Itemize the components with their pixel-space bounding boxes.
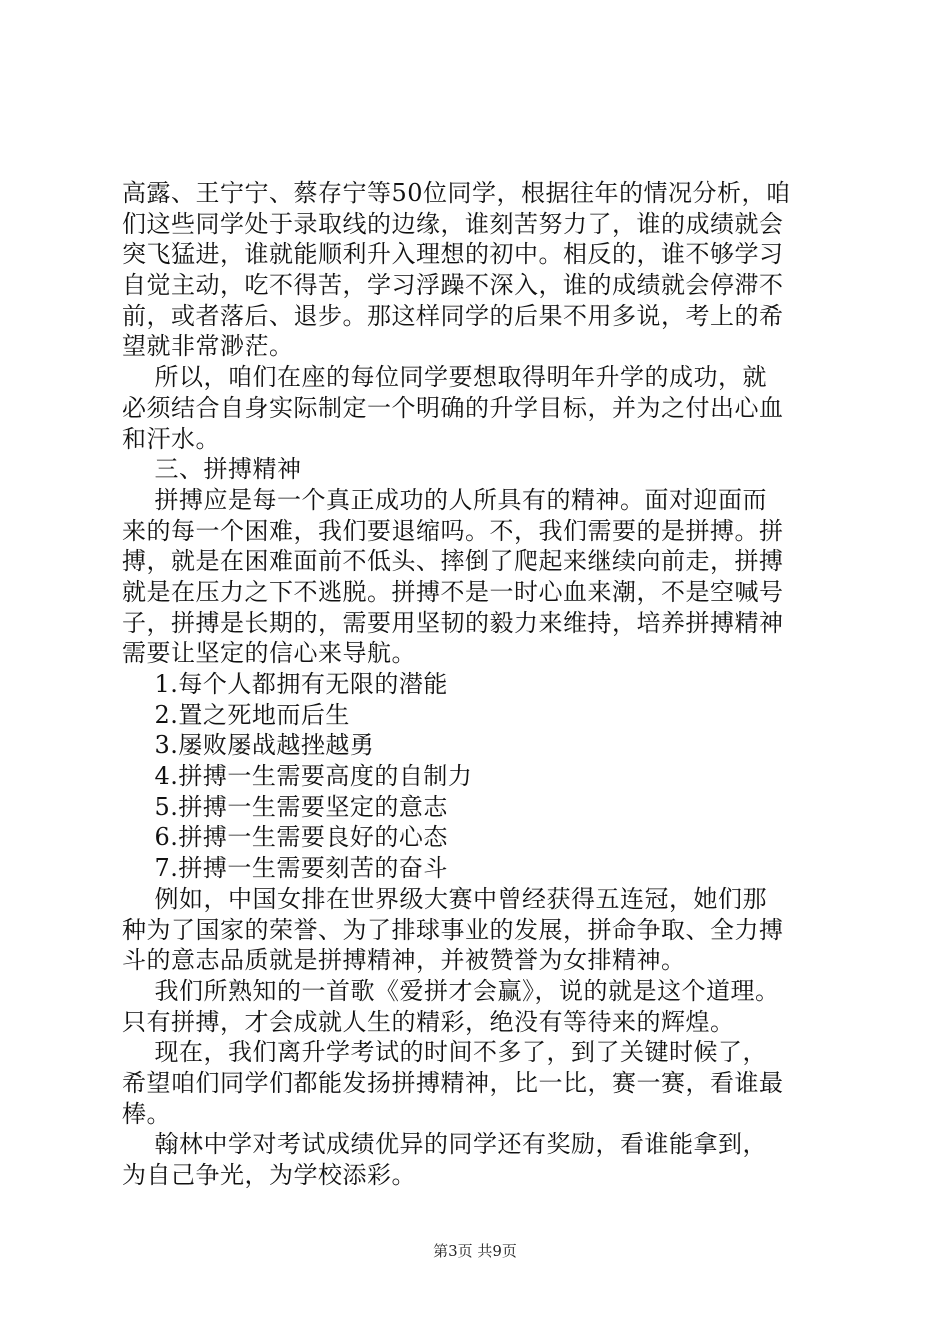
text-line: 和汗水。 — [122, 424, 220, 453]
text-line: 突飞猛进，谁就能顺利升入理想的初中。相反的，谁不够学习 — [122, 240, 784, 269]
text-line: 望就非常渺茫。 — [122, 332, 294, 361]
list-item: 4.拼搏一生需要高度的自制力 — [122, 762, 473, 791]
text-line: 现在，我们离升学考试的时间不多了，到了关键时候了， — [122, 1038, 768, 1067]
list-item: 5.拼搏一生需要坚定的意志 — [122, 792, 448, 821]
text-line: 棒。 — [122, 1099, 171, 1128]
text-line: 来的每一个困难，我们要退缩吗。不，我们需要的是拼搏。拼 — [122, 516, 784, 545]
text-line: 希望咱们同学们都能发扬拼搏精神，比一比，赛一赛，看谁最 — [122, 1068, 784, 1097]
text-line: 种为了国家的荣誉、为了排球事业的发展，拼命争取、全力搏 — [122, 915, 784, 944]
text-line: 前，或者落后、退步。那这样同学的后果不用多说，考上的希 — [122, 301, 784, 330]
text-line: 高露、王宁宁、蔡存宁等50位同学，根据往年的情况分析，咱 — [122, 179, 791, 207]
page-number: 第3页 共9页 — [433, 1242, 517, 1260]
text-line: 只有拼搏，才会成就人生的精彩，绝没有等待来的辉煌。 — [122, 1007, 735, 1036]
text-line: 需要让坚定的信心来导航。 — [122, 639, 416, 668]
section-heading: 三、拼搏精神 — [122, 455, 302, 484]
text-line: 搏，就是在困难面前不低头、摔倒了爬起来继续向前走，拼搏 — [122, 547, 784, 576]
text-line: 就是在压力之下不逃脱。拼搏不是一时心血来潮，不是空喊号 — [122, 577, 784, 606]
text-line: 例如，中国女排在世界级大赛中曾经获得五连冠，她们那 — [122, 884, 768, 913]
text-line: 我们所熟知的一首歌《爱拼才会赢》，说的就是这个道理。 — [122, 976, 780, 1005]
text-line: 翰林中学对考试成绩优异的同学还有奖励，看谁能拿到， — [122, 1130, 768, 1159]
text-line: 自觉主动，吃不得苦，学习浮躁不深入，谁的成绩就会停滞不 — [122, 271, 784, 300]
text-line: 所以，咱们在座的每位同学要想取得明年升学的成功，就 — [122, 363, 768, 392]
text-line: 子，拼搏是长期的，需要用坚韧的毅力来维持，培养拼搏精神 — [122, 608, 784, 637]
list-item: 3.屡败屡战越挫越勇 — [122, 731, 375, 760]
list-item: 2.置之死地而后生 — [122, 700, 350, 729]
text-line: 们这些同学处于录取线的边缘，谁刻苦努力了，谁的成绩就会 — [122, 209, 784, 238]
text-line: 为自己争光，为学校添彩。 — [122, 1161, 416, 1189]
list-item: 6.拼搏一生需要良好的心态 — [122, 823, 448, 852]
text-line: 斗的意志品质就是拼搏精神，并被赞誉为女排精神。 — [122, 946, 686, 975]
list-item: 1.每个人都拥有无限的潜能 — [122, 670, 448, 698]
text-line: 拼搏应是每一个真正成功的人所具有的精神。面对迎面而 — [122, 485, 768, 514]
list-item: 7.拼搏一生需要刻苦的奋斗 — [122, 854, 448, 883]
text-line: 必须结合自身实际制定一个明确的升学目标，并为之付出心血 — [122, 393, 784, 422]
